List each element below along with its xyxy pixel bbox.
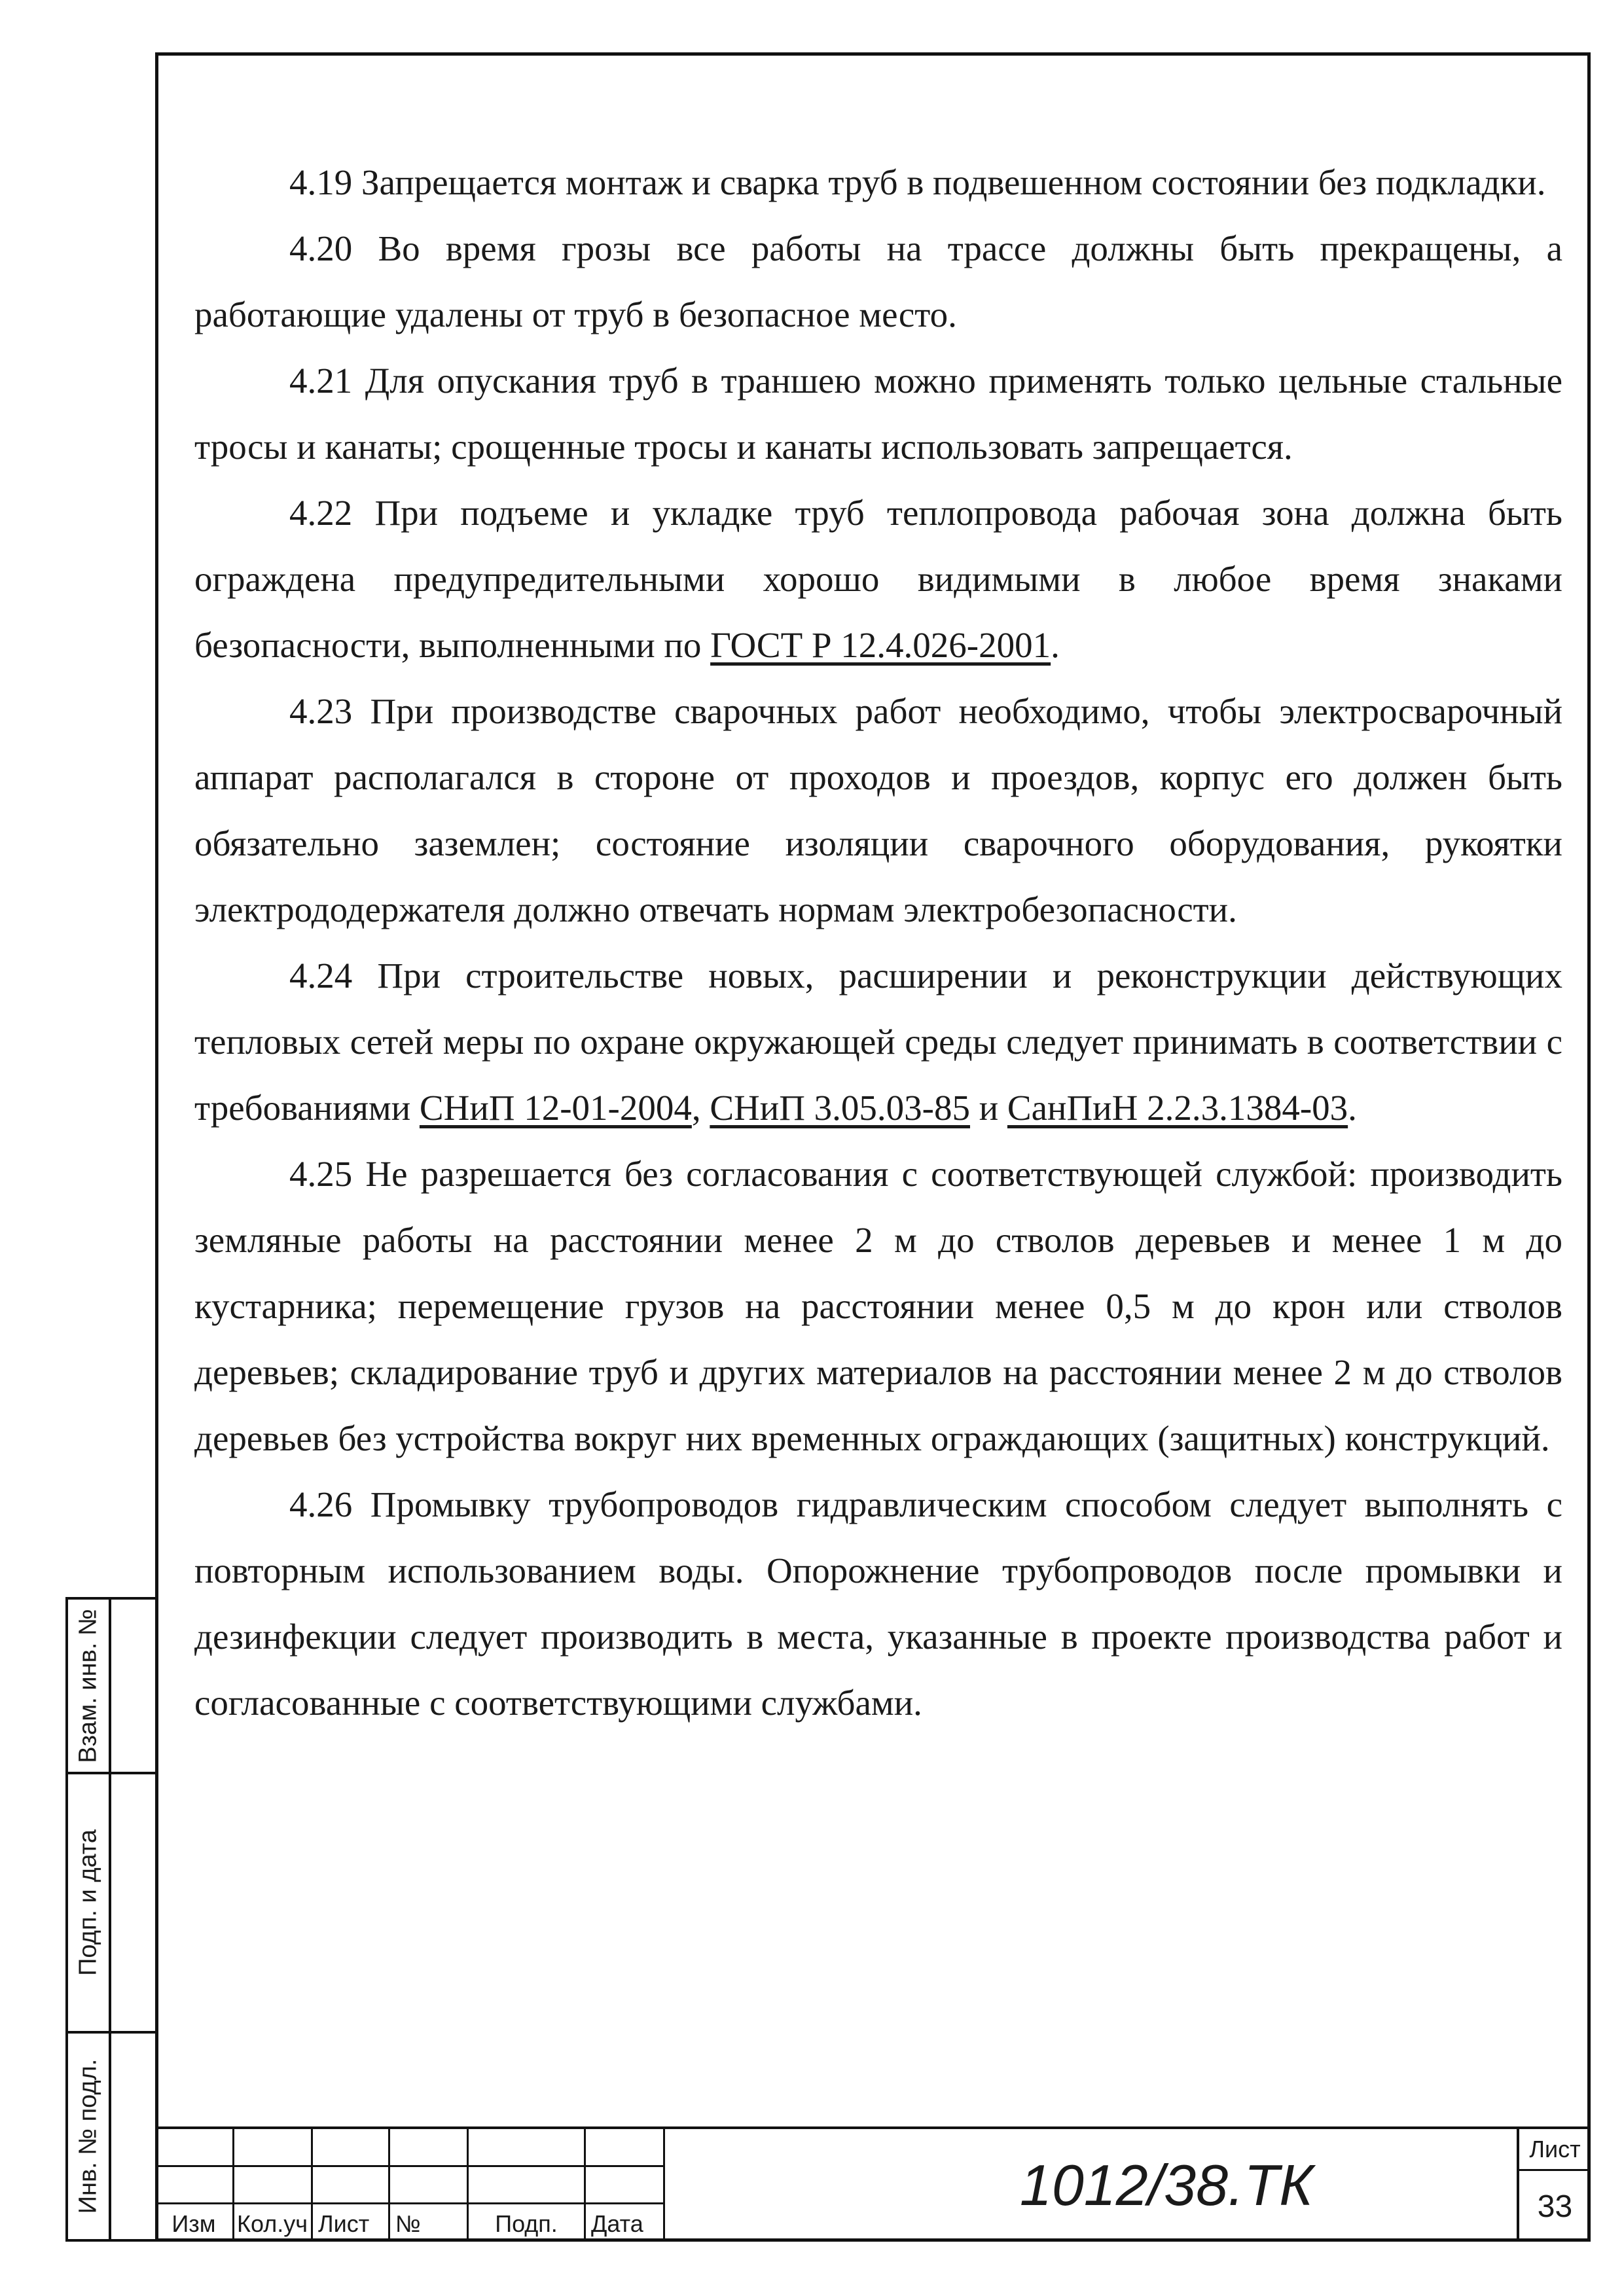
vzam-inv-label: Взам. инв. № bbox=[74, 1608, 102, 1763]
paragraph-text: Не разрешается без согласования с соответствующей службой: производить земляные работы на расстоянии менее 2 м до стволов деревьев и менее 1 м до кустарника; перемещение грузов на расстоянии менее 0,5 м до крон или стволов деревьев; складирование труб и других материалов на расстоянии менее 2 м до стволов деревьев без устройства вокруг них временных ограждающих (защитных) конструкций. bbox=[194, 1154, 1563, 1458]
inv-podl-label: Инв. № подл. bbox=[74, 2058, 102, 2214]
col-list bbox=[313, 2204, 390, 2242]
paragraph-number: 4.22 bbox=[289, 493, 353, 533]
revision-cell bbox=[469, 2129, 586, 2167]
side-stamp-inv-podl bbox=[65, 2031, 155, 2242]
paragraph-4-24 bbox=[194, 942, 1562, 1141]
col-izm-label: Изм bbox=[171, 2210, 216, 2237]
revision-cell bbox=[586, 2129, 665, 2167]
paragraph-4-19 bbox=[194, 149, 1562, 215]
col-podp bbox=[469, 2204, 586, 2242]
paragraph-number: 4.20 bbox=[289, 228, 353, 268]
col-data-label: Дата bbox=[591, 2210, 643, 2237]
separator: и bbox=[979, 1088, 999, 1128]
paragraph-number: 4.21 bbox=[289, 361, 353, 401]
col-kol-uch-label: Кол.уч bbox=[237, 2210, 308, 2237]
document-code: 1012/38.ТК bbox=[1019, 2153, 1314, 2217]
paragraph-text: Промывку трубопроводов гидравлическим способом следует выполнять с повторным использованием воды. Опорожнение трубопроводов после промывки и дезинфекции следует производить в места, указанные в проекте производства работ и согласованные с соответствующими службами. bbox=[194, 1484, 1562, 1723]
col-data bbox=[586, 2204, 665, 2242]
revision-table bbox=[155, 2129, 665, 2242]
title-block bbox=[155, 2126, 1591, 2242]
col-num-label: № bbox=[395, 2210, 421, 2237]
paragraph-text: При подъеме и укладке труб теплопровода рабочая зона должна быть ограждена предупредительными хорошо видимыми в любое время знаками безопасности, выполненными по bbox=[194, 493, 1562, 665]
paragraph-4-23 bbox=[194, 678, 1562, 942]
podp-data-label: Подп. и дата bbox=[74, 1829, 102, 1976]
paragraph-4-21 bbox=[194, 348, 1562, 480]
document-body bbox=[194, 149, 1562, 1736]
paragraph-4-26 bbox=[194, 1471, 1562, 1736]
paragraph-number: 4.19 bbox=[289, 162, 353, 202]
revision-cell bbox=[155, 2129, 234, 2167]
side-stamp-label-cell bbox=[68, 1600, 111, 1772]
side-stamp-label-cell bbox=[68, 1774, 111, 2031]
paragraph-text-end: . bbox=[1348, 1088, 1357, 1128]
paragraph-number: 4.25 bbox=[289, 1154, 353, 1194]
side-stamp-label-cell bbox=[68, 2034, 111, 2239]
side-stamp-vzam-inv bbox=[65, 1597, 155, 1774]
paragraph-text: Во время грозы все работы на трассе должны быть прекращены, а работающие удалены от труб в безопасное место. bbox=[194, 228, 1562, 334]
col-num bbox=[390, 2204, 469, 2242]
revision-cell bbox=[234, 2167, 313, 2204]
separator: , bbox=[691, 1088, 701, 1128]
sheet-number: 33 bbox=[1537, 2189, 1573, 2224]
paragraph-text: Запрещается монтаж и сварка труб в подвешенном состоянии без подкладки. bbox=[361, 162, 1546, 202]
snip-12-01-link[interactable]: СНиП 12-01-2004 bbox=[419, 1088, 692, 1128]
revision-cell bbox=[390, 2129, 469, 2167]
paragraph-number: 4.23 bbox=[289, 691, 353, 731]
paragraph-text: При производстве сварочных работ необходимо, чтобы электросварочный аппарат располагался в стороне от проходов и проездов, корпус его должен быть обязательно заземлен; состояние изоляции сварочного оборудования, рукоятки электрододержателя должно отвечать нормам электробезопасности. bbox=[194, 691, 1562, 929]
col-kol-uch bbox=[234, 2204, 313, 2242]
gost-link[interactable]: ГОСТ Р 12.4.026-2001 bbox=[710, 625, 1051, 665]
paragraph-4-22 bbox=[194, 480, 1562, 678]
revision-cell bbox=[313, 2167, 390, 2204]
paragraph-text: При строительстве новых, расширении и реконструкции действующих тепловых сетей меры по охране окружающей среды следует принимать в соответствии с требованиями bbox=[194, 956, 1562, 1128]
col-list-label: Лист bbox=[318, 2210, 370, 2237]
paragraph-text: Для опускания труб в траншею можно применять только цельные стальные тросы и канаты; срощенные тросы и канаты использовать запрещается. bbox=[194, 361, 1563, 467]
side-stamp-podp-data bbox=[65, 1772, 155, 2034]
revision-cell bbox=[155, 2167, 234, 2204]
paragraph-number: 4.26 bbox=[289, 1484, 353, 1524]
revision-cell bbox=[234, 2129, 313, 2167]
sanpin-link[interactable]: СанПиН 2.2.3.1384-03 bbox=[1007, 1088, 1348, 1128]
paragraph-4-25 bbox=[194, 1141, 1562, 1471]
col-podp-label: Подп. bbox=[495, 2210, 558, 2237]
sheet-box bbox=[1517, 2129, 1591, 2242]
paragraph-text-end: . bbox=[1051, 625, 1060, 665]
revision-cell bbox=[313, 2129, 390, 2167]
col-izm bbox=[155, 2204, 234, 2242]
revision-cell bbox=[586, 2167, 665, 2204]
revision-cell bbox=[390, 2167, 469, 2204]
snip-3-05-03-link[interactable]: СНиП 3.05.03-85 bbox=[710, 1088, 970, 1128]
sheet-label: Лист bbox=[1519, 2129, 1591, 2171]
paragraph-4-20 bbox=[194, 215, 1562, 348]
revision-cell bbox=[469, 2167, 586, 2204]
paragraph-number: 4.24 bbox=[289, 956, 353, 996]
